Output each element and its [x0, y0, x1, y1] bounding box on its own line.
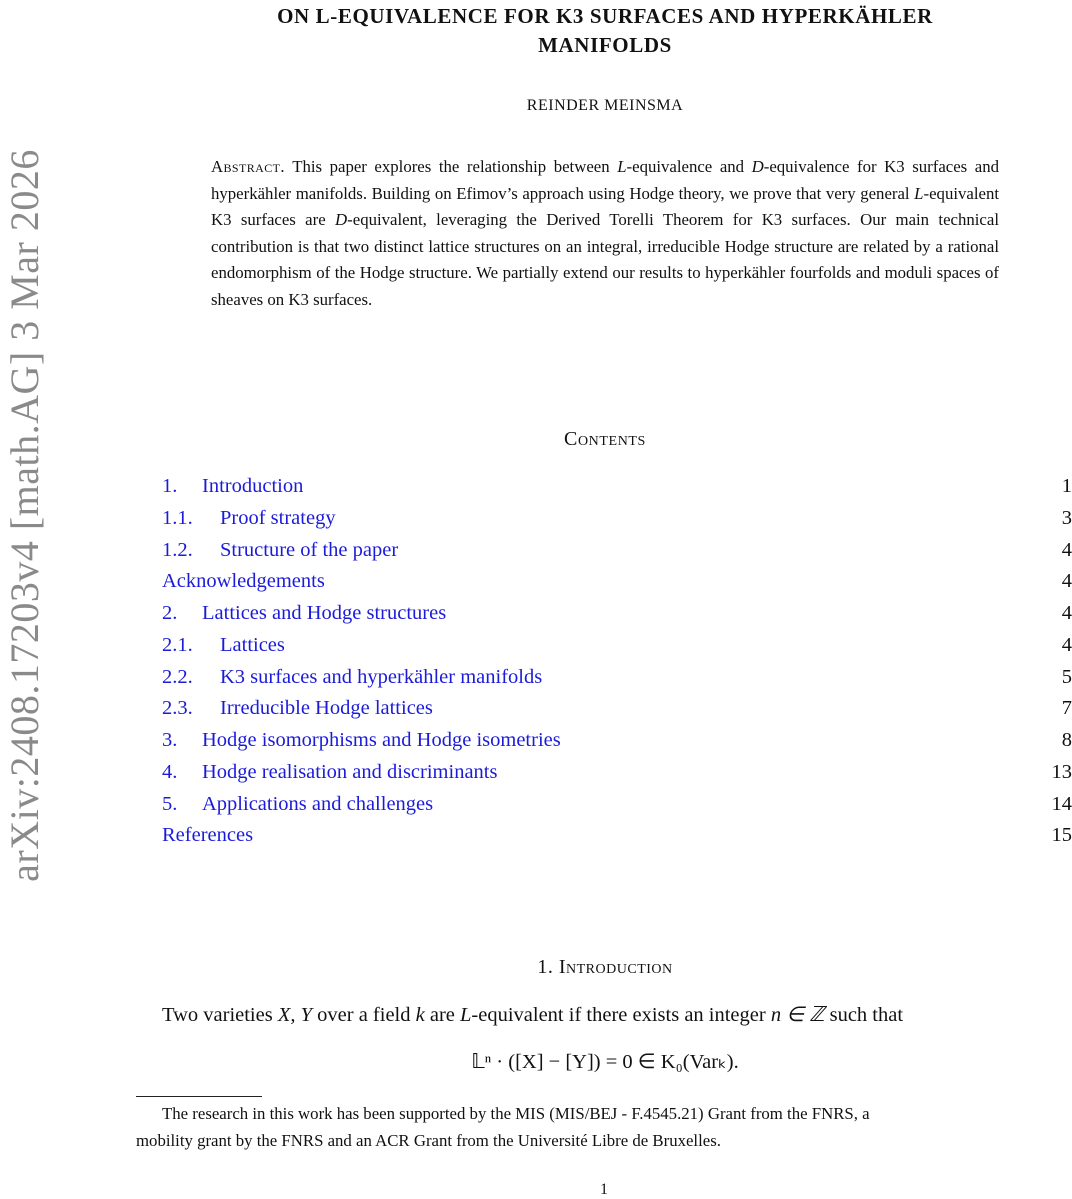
toc-entry-introduction[interactable]	[162, 471, 1072, 503]
footnote-line-1: The research in this work has been supported by the MIS (MIS/BEJ - F.4545.21) Grant from the FNRS, a	[162, 1104, 870, 1123]
display-equation: 𝕃ⁿ · ([X] − [Y]) = 0 ∈ K₀(Varₖ).	[471, 1051, 739, 1073]
footnote-rule	[136, 1096, 262, 1097]
toc-link[interactable]: 2.2. K3 surfaces and hyperkähler manifolds	[162, 665, 543, 688]
toc-entry-irreducible[interactable]	[162, 693, 1072, 725]
author: REINDER MEINSMA	[526, 97, 684, 114]
abstract-label: Abstract.	[211, 157, 285, 176]
toc-entry-lattices[interactable]	[162, 630, 1072, 662]
arxiv-stamp	[0, 130, 48, 900]
toc-link[interactable]: 4. Hodge realisation and discriminants	[162, 760, 498, 783]
toc-page-number: 5	[1061, 665, 1072, 688]
toc-link[interactable]: 1.2. Structure of the paper	[162, 538, 399, 561]
toc-link[interactable]: 1.1. Proof strategy	[162, 506, 336, 529]
contents-heading: Contents	[564, 428, 646, 450]
title-line-2: MANIFOLDS	[538, 33, 672, 57]
toc-entry-acknowledgements[interactable]	[162, 566, 1072, 598]
toc-page-number: 14	[1051, 792, 1072, 815]
toc-entry-k3-hyperkahler[interactable]	[162, 662, 1072, 694]
footnote-line-2: mobility grant by the FNRS and an ACR Grant from the Université Libre de Bruxelles.	[136, 1130, 721, 1150]
toc-entry-references[interactable]	[162, 820, 1072, 852]
toc-link[interactable]: 2.1. Lattices	[162, 633, 285, 656]
toc-link[interactable]: 2. Lattices and Hodge structures	[162, 602, 447, 624]
title-line-1: ON L-EQUIVALENCE FOR K3 SURFACES AND HYPERKÄHLER	[277, 4, 933, 28]
intro-paragraph: Two varieties X, Y over a field k are L-equivalent if there exists an integer n ∈ ℤ such that	[162, 1004, 904, 1026]
section-heading-introduction: 1. Introduction	[537, 956, 673, 978]
footnote	[136, 1101, 1072, 1154]
toc-page-number: 7	[1061, 697, 1072, 720]
toc-link[interactable]: References	[162, 824, 254, 847]
toc-link[interactable]: Acknowledgements	[162, 570, 325, 593]
toc-page-number: 3	[1061, 506, 1072, 529]
toc-entry-hodge-isomorphisms[interactable]	[162, 725, 1072, 757]
toc-link[interactable]: 3. Hodge isomorphisms and Hodge isometries	[162, 729, 561, 751]
toc-link[interactable]: 5. Applications and challenges	[162, 792, 434, 815]
toc-page-number: 15	[1051, 824, 1072, 847]
toc-entry-structure[interactable]	[162, 535, 1072, 567]
toc-page-number: 4	[1061, 602, 1072, 624]
toc-page-number: 4	[1061, 538, 1072, 561]
table-of-contents	[162, 471, 1072, 852]
toc-entry-proof-strategy[interactable]	[162, 503, 1072, 535]
toc-page-number: 4	[1061, 633, 1072, 656]
toc-page-number: 4	[1061, 570, 1072, 593]
arxiv-stamp-text: arXiv:2408.17203v4 [math.AG] 3 Mar 2026	[1, 148, 47, 882]
toc-entry-applications[interactable]	[162, 789, 1072, 821]
toc-entry-hodge-realisation[interactable]	[162, 757, 1072, 789]
toc-page-number: 1	[1061, 475, 1072, 497]
page-number: 1	[600, 1181, 608, 1198]
toc-page-number: 13	[1051, 760, 1072, 783]
toc-entry-lattices-hodge[interactable]	[162, 598, 1072, 630]
toc-page-number: 8	[1061, 729, 1072, 751]
toc-link[interactable]: 2.3. Irreducible Hodge lattices	[162, 697, 433, 720]
abstract: Abstract. This paper explores the relationship between L-equivalence and D-equivalence for K3 surfaces and hyperkähler manifolds. Building on Efimov’s approach using Hodge theory, we prove that very general L-equivalent K3 surfaces are D-equivalent, leveraging the Derived Torelli Theorem for K3 surfaces. Our main technical contribution is that two distinct lattice structures on an integral, irreducible Hodge structure are related by a rational endomorphism of the Hodge structure. We partially extend our results to hyperkähler fourfolds and moduli spaces of sheaves on K3 surfaces.	[211, 157, 999, 309]
toc-link[interactable]: 1. Introduction	[162, 475, 304, 497]
paper-title	[130, 2, 1072, 60]
